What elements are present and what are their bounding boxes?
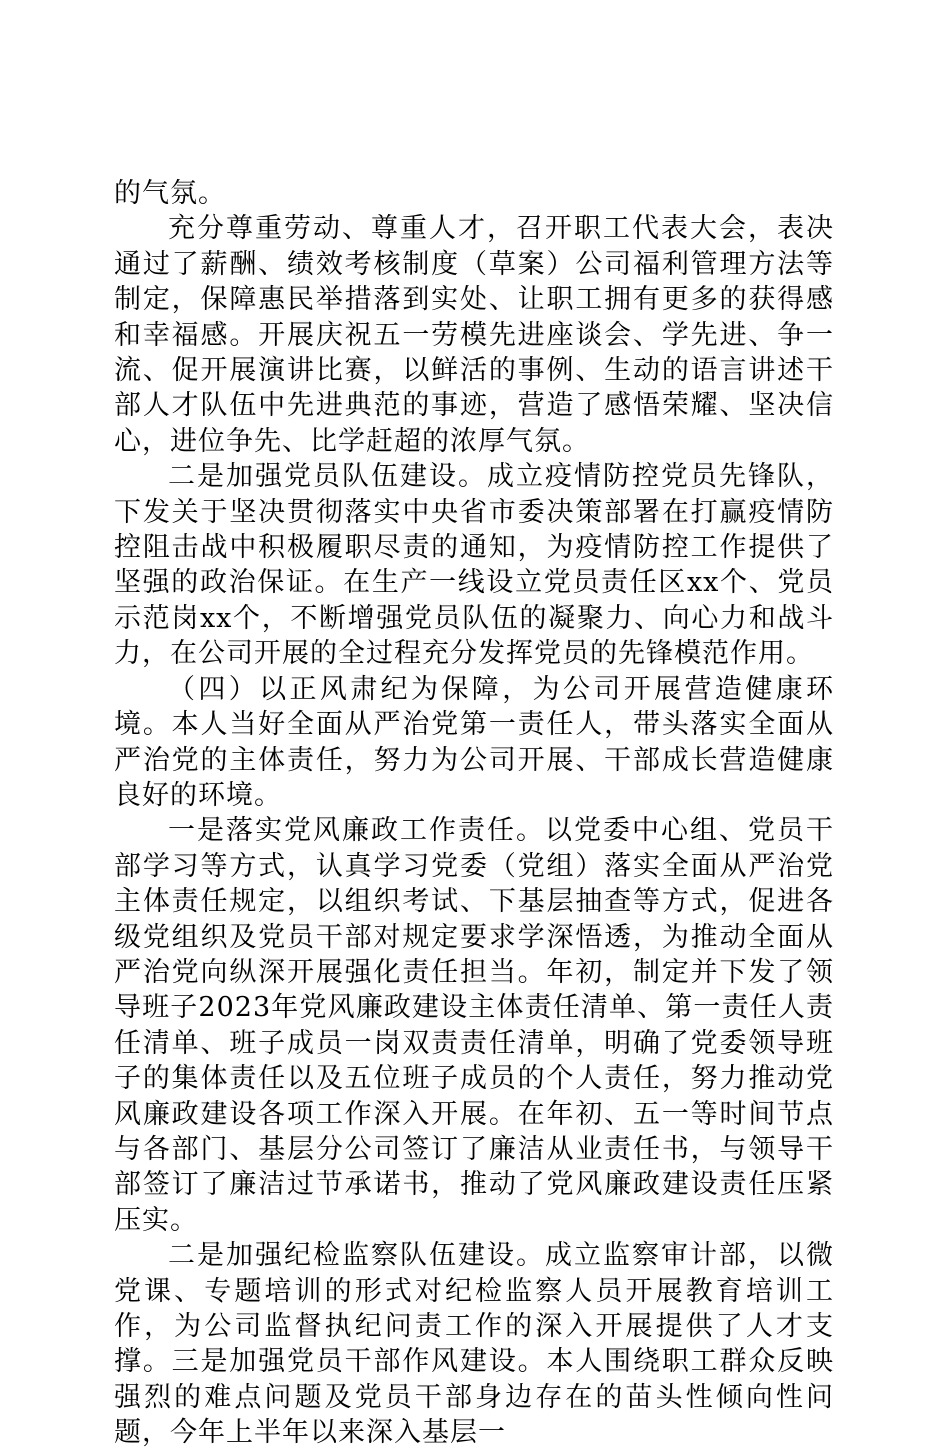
paragraph-1: 的气氛。 [114, 178, 226, 209]
paragraph-3: 二是加强党员队伍建设。成立疫情防控党员先锋队，下发关于坚决贯彻落实中央省市委决策部署在打赢疫情防控阻击战中积极履职尽责的通知，为疫情防控工作提供了坚强的政治保证。在生产一线设立党员责任区xx个、党员示范岗xx个，不断增强党员队伍的凝聚力、向心力和战斗力，在公司开展的全过程充分发挥党员的先锋模范作用。 [114, 461, 834, 670]
paragraph-2: 充分尊重劳动、尊重人才，召开职工代表大会，表决通过了薪酬、绩效考核制度（草案）公司福利管理方法等制定，保障惠民举措落到实处、让职工拥有更多的获得感和幸福感。开展庆祝五一劳模先进座谈会、学先进、争一流、促开展演讲比赛，以鲜活的事例、生动的语言讲述干部人才队伍中先进典范的事迹，营造了感悟荣耀、坚决信心，进位争先、比学赶超的浓厚气氛。 [114, 213, 834, 457]
paragraph-4: （四）以正风肃纪为保障，为公司开展营造健康环境。本人当好全面从严治党第一责任人，带头落实全面从严治党的主体责任，努力为公司开展、干部成长营造健康良好的环境。 [114, 673, 834, 811]
paragraph-5: 一是落实党风廉政工作责任。以党委中心组、党员干部学习等方式，认真学习党委（党组）落实全面从严治党主体责任规定，以组织考试、下基层抽查等方式，促进各级党组织及党员干部对规定要求学深悟透，为推动全面从严治党向纵深开展强化责任担当。年初，制定并下发了领导班子2023年党风廉政建设主体责任清单、第一责任人责任清单、班子成员一岗双责责任清单，明确了党委领导班子的集体责任以及五位班子成员的个人责任，努力推动党风廉政建设各项工作深入开展。在年初、五一等时间节点与各部门、基层分公司签订了廉洁从业责任书，与领导干部签订了廉洁过节承诺书，推动了党风廉政建设责任压紧压实。 [114, 815, 834, 1236]
paragraph-6: 二是加强纪检监察队伍建设。成立监察审计部，以微党课、专题培训的形式对纪检监察人员开展教育培训工作，为公司监督执纪问责工作的深入开展提供了人才支撑。三是加强党员干部作风建设。本人围绕职工群众反映强烈的难点问题及党员干部身边存在的苗头性倾向性问题，今年上半年以来深入基层一 [114, 1240, 834, 1449]
document-page [114, 176, 834, 1451]
